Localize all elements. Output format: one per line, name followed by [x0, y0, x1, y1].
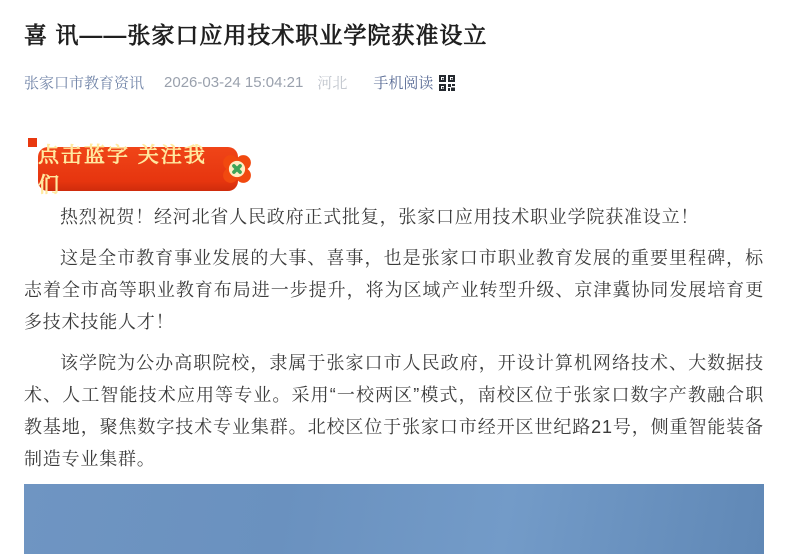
article-body — [24, 201, 764, 475]
flower-badge-icon — [220, 152, 254, 186]
mobile-read-link[interactable] — [373, 72, 455, 93]
follow-banner[interactable] — [38, 144, 238, 197]
paragraph-1: 热烈祝贺！经河北省人民政府正式批复，张家口应用技术职业学院获准设立！ — [60, 207, 700, 227]
article-meta — [24, 72, 764, 93]
follow-banner-label: 点击蓝字 关注我们 — [38, 144, 207, 197]
article-title: 喜 讯——张家口应用技术职业学院获准设立 — [24, 22, 488, 48]
publish-datetime: 2026-03-24 15:04:21 — [164, 74, 304, 91]
paragraph-3: 该学院为公办高职院校，隶属于张家口市人民政府，开设计算机网络技术、大数据技术、人工智能技术应用等专业。采用“一校两区”模式，南校区位于张家口数字产教融合职教基地，聚焦数字技术专业集群。北校区位于张家口市经开区世纪路21号，侧重智能装备制造专业集群。 — [24, 353, 764, 469]
mobile-read-label: 手机阅读 — [373, 75, 434, 92]
publish-region: 河北 — [317, 75, 348, 92]
paragraph-2: 这是全市教育事业发展的大事、喜事，也是张家口市职业教育发展的重要里程碑，标志着全市高等职业教育布局进一步提升，将为区域产业转型升级、京津冀协同发展培育更多技术技能人才！ — [24, 248, 764, 332]
article-photo-sky-image — [24, 484, 764, 554]
banner-corner-square — [28, 138, 37, 147]
source-link[interactable]: 张家口市教育资讯 — [24, 75, 145, 92]
qr-code-icon — [439, 75, 455, 91]
